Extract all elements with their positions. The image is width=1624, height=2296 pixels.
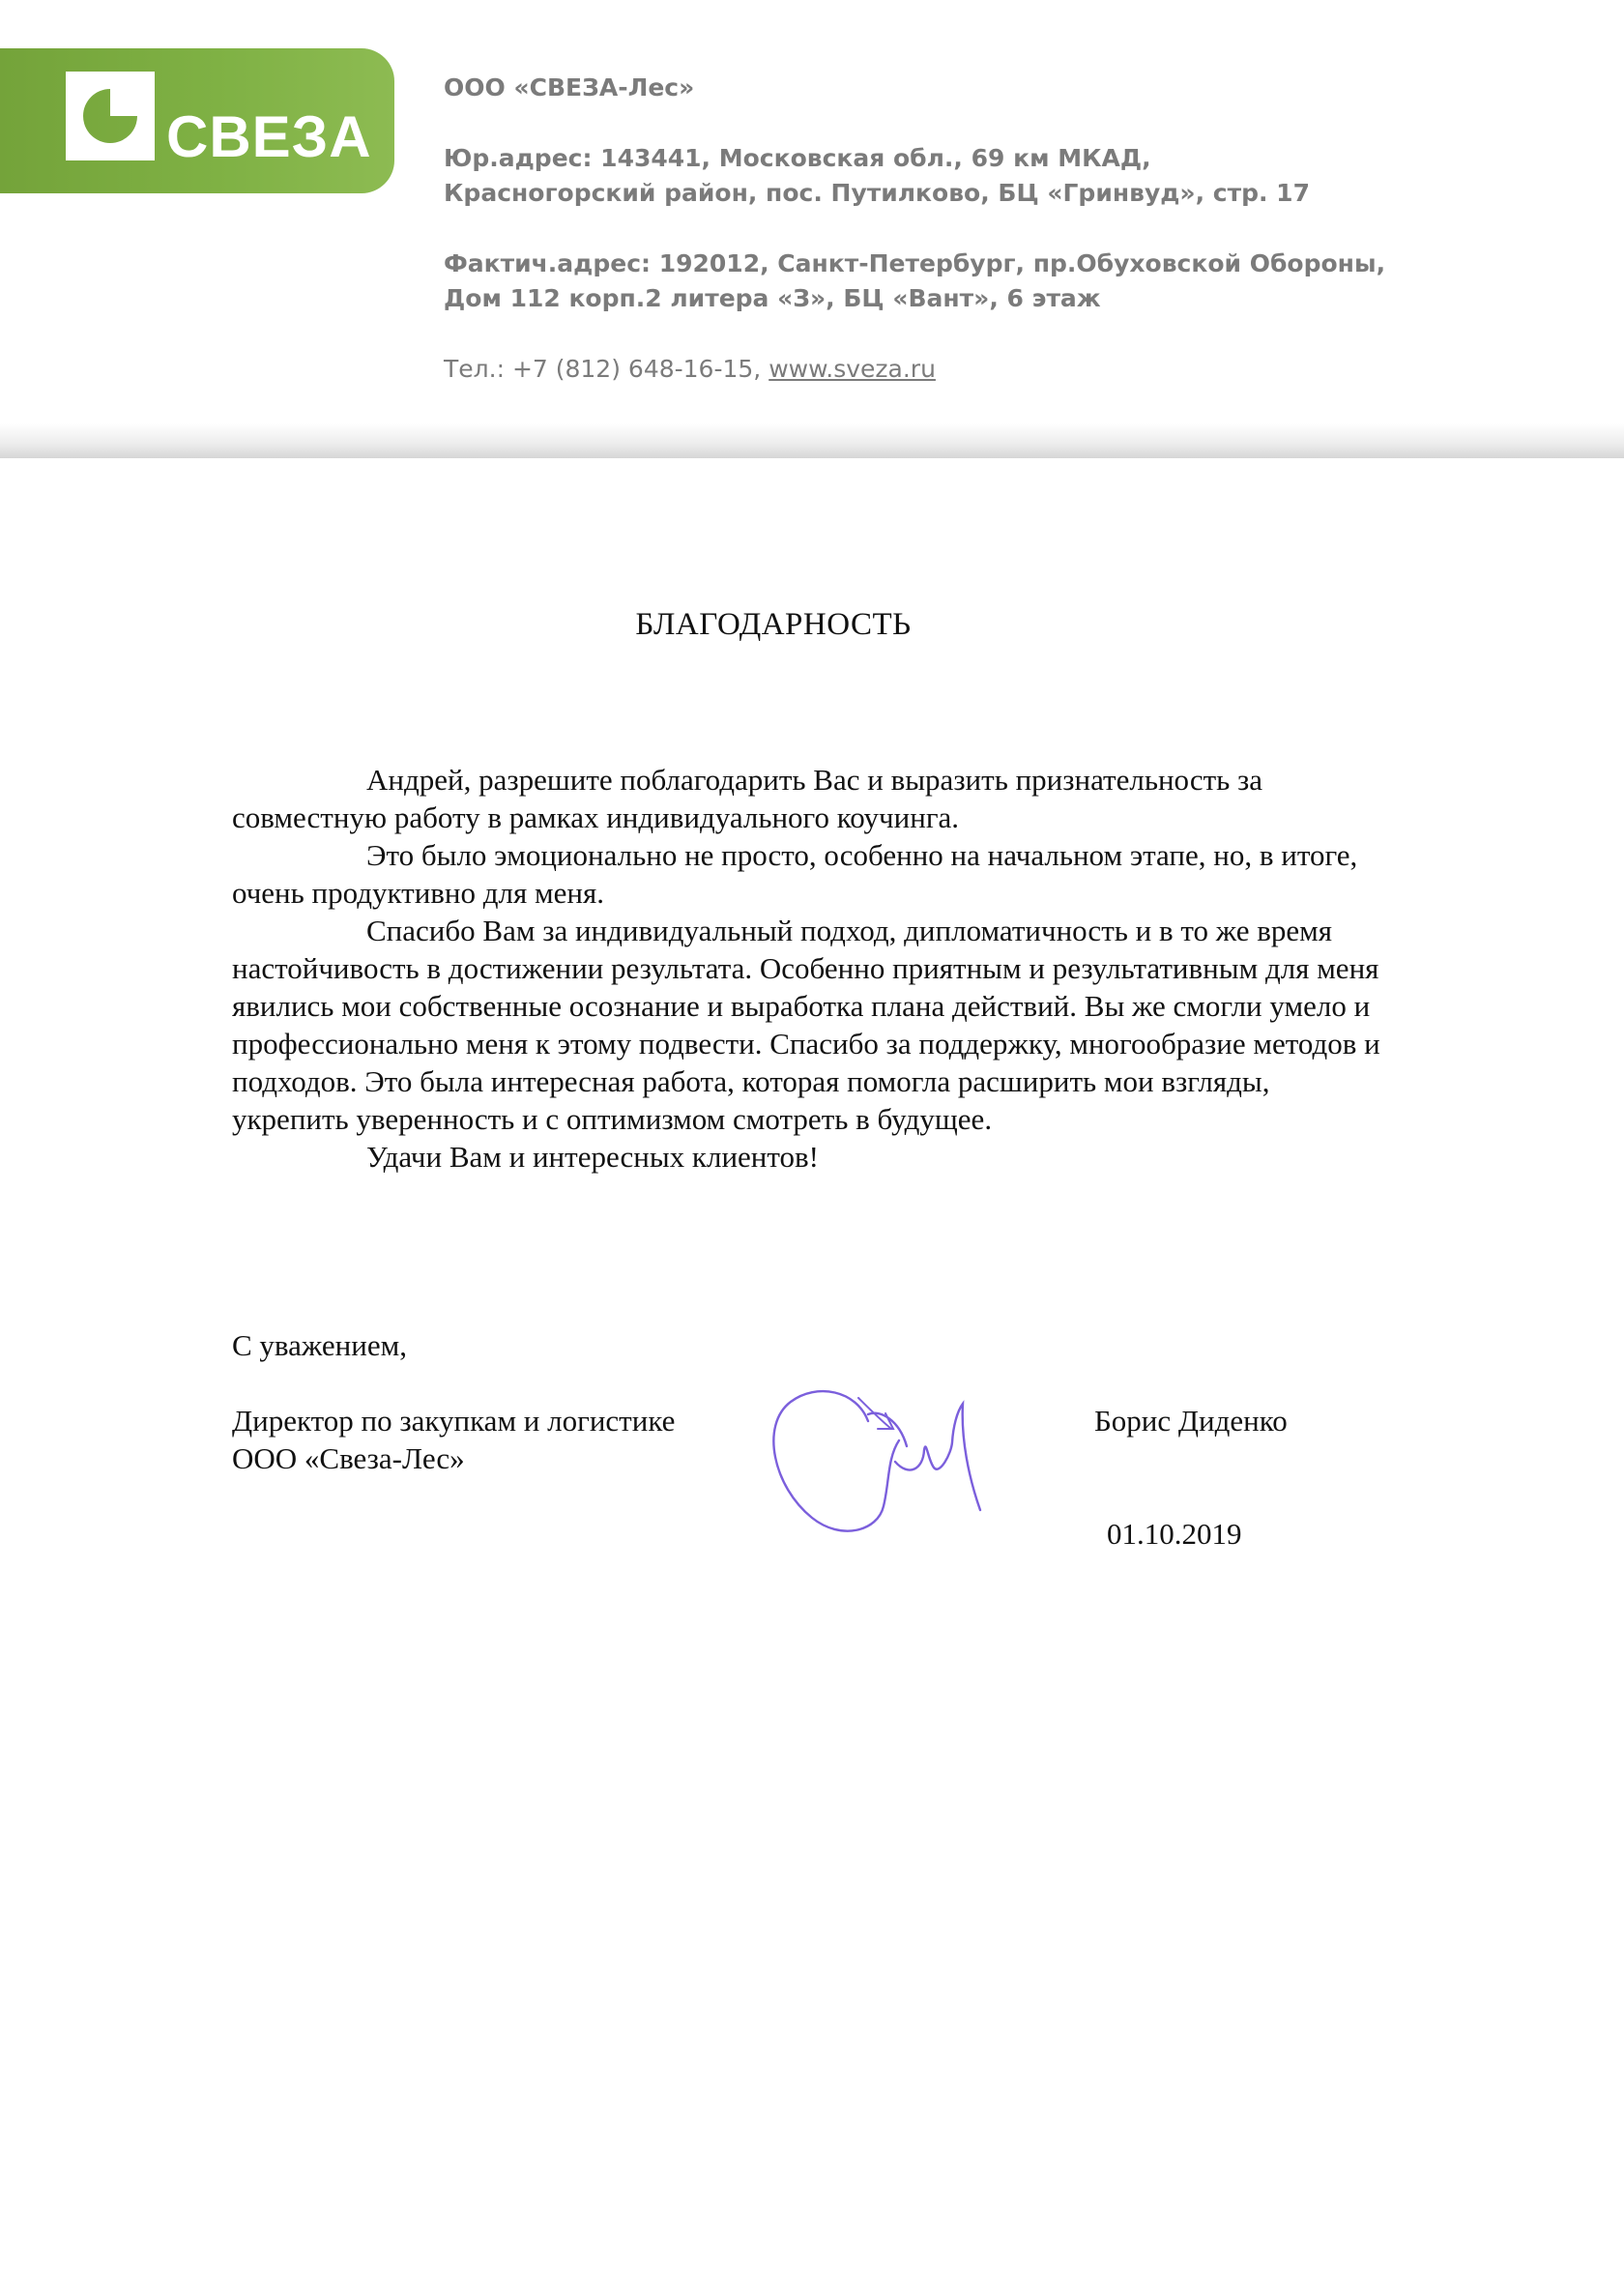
paragraph-3-line: настойчивость в достижении результата. Особенно приятным и результативным для меня <box>232 951 1379 985</box>
letter-body <box>232 761 1508 1176</box>
actual-address-line-2: Дом 112 корп.2 литера «З», БЦ «Вант», 6 этаж <box>444 284 1101 312</box>
paragraph-3-line: подходов. Это была интересная работа, которая помогла расширить мои взгляды, <box>232 1064 1270 1098</box>
handwritten-signature <box>764 1361 1015 1545</box>
company-logo <box>0 48 394 193</box>
position-company: ООО «Свеза-Лес» <box>232 1441 465 1475</box>
website-link[interactable]: www.sveza.ru <box>768 355 936 383</box>
letterhead <box>444 71 1584 387</box>
closing-salutation: С уважением, <box>232 1328 407 1362</box>
paragraph-3 <box>232 912 1508 1138</box>
paragraph-4 <box>232 1138 1508 1176</box>
paragraph-1-line: совместную работу в рамках индивидуального коучинга. <box>232 800 960 834</box>
logo-text: СВЕЗА <box>166 104 372 169</box>
actual-address-line-1: Фактич.адрес: 192012, Санкт-Петербург, пр.Обуховской Обороны, <box>444 249 1386 277</box>
paragraph-1 <box>232 761 1508 836</box>
legal-address-line-2: Красногорский район, пос. Путилково, БЦ «Гринвуд», стр. 17 <box>444 179 1310 207</box>
paragraph-2-line: очень продуктивно для меня. <box>232 876 604 910</box>
letter-date: 01.10.2019 <box>1107 1517 1242 1551</box>
logo-mark-icon <box>66 72 155 160</box>
header-divider-band <box>0 423 1624 458</box>
paragraph-3-line: явились мои собственные осознание и выработка плана действий. Вы же смогли умело и <box>232 989 1371 1023</box>
paragraph-2-line: Это было эмоционально не просто, особенно на начальном этапе, но, в итоге, <box>366 838 1358 872</box>
paragraph-3-line: Спасибо Вам за индивидуальный подход, дипломатичность и в то же время <box>366 914 1333 947</box>
contact-line <box>444 352 1584 387</box>
paragraph-3-line: профессионально меня к этому подвести. Спасибо за поддержку, многообразие методов и <box>232 1027 1380 1061</box>
paragraph-2 <box>232 836 1508 912</box>
letter-title: БЛАГОДАРНОСТЬ <box>635 607 912 642</box>
phone-text: Тел.: +7 (812) 648-16-15, <box>444 355 769 383</box>
company-name: ООО «СВЕЗА-Лес» <box>444 73 695 102</box>
paragraph-1-line: Андрей, разрешите поблагодарить Вас и выразить признательность за <box>366 763 1263 797</box>
signer-name: Борис Диденко <box>1094 1404 1288 1438</box>
paragraph-4-line: Удачи Вам и интересных клиентов! <box>366 1140 819 1174</box>
position-title: Директор по закупкам и логистике <box>232 1404 676 1438</box>
paragraph-3-line: укрепить уверенность и с оптимизмом смотреть в будущее. <box>232 1102 993 1136</box>
signer-position <box>232 1402 675 1477</box>
legal-address-line-1: Юр.адрес: 143441, Московская обл., 69 км МКАД, <box>444 144 1151 172</box>
